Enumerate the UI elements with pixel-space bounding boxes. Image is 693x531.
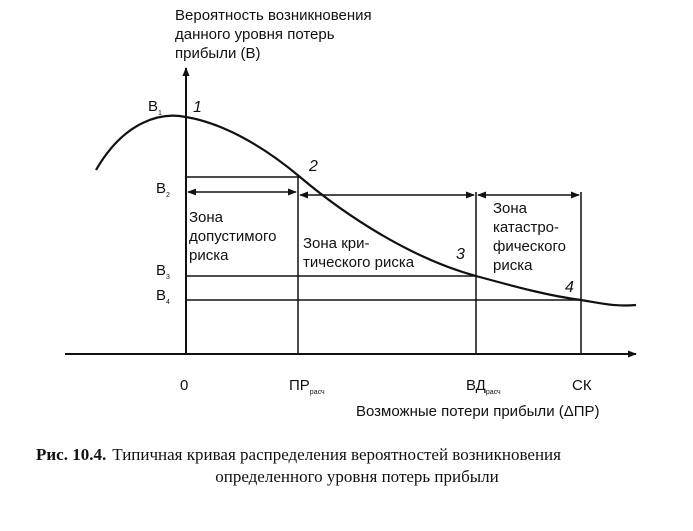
zone-acceptable-line-3: риска bbox=[189, 247, 229, 264]
zone-catastrophic-line-2: катастро- bbox=[493, 219, 559, 236]
zone-critical-line-2: тического риска bbox=[303, 254, 415, 271]
y-label-b2: $В_2$ bbox=[156, 180, 170, 199]
probability-curve bbox=[96, 116, 636, 306]
y-label-b1: $В_1$ bbox=[148, 98, 162, 117]
point-label-4: 4 bbox=[565, 279, 574, 296]
y-axis-title-line-2: данного уровня потерь bbox=[175, 26, 335, 43]
point-label-2: 2 bbox=[309, 158, 318, 175]
y-label-b4: $В_4$ bbox=[156, 287, 170, 306]
point-label-3: 3 bbox=[456, 246, 465, 263]
x-label-zero: 0 bbox=[180, 377, 189, 394]
zone-acceptable-line-2: допустимого bbox=[189, 228, 277, 245]
x-label-vd-calc: $ВД_{расч}$ bbox=[466, 377, 501, 396]
zone-acceptable-line-1: Зона bbox=[189, 209, 224, 226]
y-axis-title-line-1: Вероятность возникновения bbox=[175, 7, 372, 24]
zone-critical-line-1: Зона кри- bbox=[303, 235, 370, 252]
y-axis-title-line-3: прибыли (В) bbox=[175, 45, 261, 62]
x-axis-title: Возможные потери прибыли (ΔПР) bbox=[356, 403, 600, 420]
zone-catastrophic-line-1: Зона bbox=[493, 200, 528, 217]
x-label-pr-calc: $ПР_{расч}$ bbox=[289, 377, 325, 396]
point-label-1: 1 bbox=[193, 99, 202, 116]
y-label-b3: $В_3$ bbox=[156, 262, 170, 281]
zone-catastrophic-line-4: риска bbox=[493, 257, 533, 274]
figure-caption-line-1: Рис. 10.4. Типичная кривая распределения вероятностей возникновения bbox=[36, 445, 561, 464]
figure-caption-line-2: определенного уровня потерь прибыли bbox=[215, 467, 499, 486]
x-label-sk: СК bbox=[572, 377, 592, 394]
zone-catastrophic-line-3: фического bbox=[493, 238, 566, 255]
